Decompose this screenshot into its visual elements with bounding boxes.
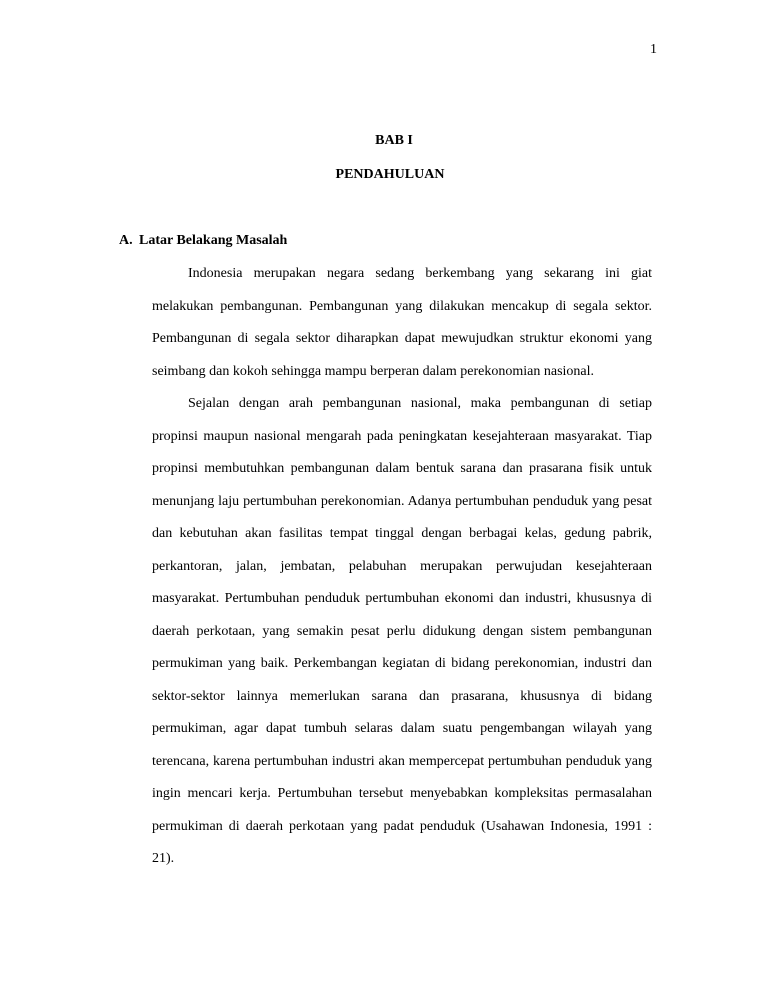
- paragraph: Indonesia merupakan negara sedang berkembang yang sekarang ini giat melakukan pembangunan. Pembangunan yang dilakukan mencakup di segala sektor. Pembangunan di segala sektor diharapkan dapat mewujudkan struktur ekonomi yang seimbang dan kokoh sehingga mampu berperan dalam perekonomian nasional.: [152, 266, 652, 379]
- page-number: 1: [650, 42, 657, 57]
- chapter-title: PENDAHULUAN: [335, 167, 445, 182]
- chapter-number: BAB I: [375, 133, 413, 148]
- section-marker: A.: [119, 233, 133, 248]
- paragraph: Sejalan dengan arah pembangunan nasional, maka pembangunan di setiap propinsi maupun nasional mengarah pada peningkatan kesejahteraan masyarakat. Tiap propinsi membutuhkan pembangunan dalam bentuk sarana dan prasarana fisik untuk menunjang laju pertumbuhan perekonomian. Adanya pertumbuhan penduduk yang pesat dan kebutuhan akan fasilitas tempat tinggal dengan berbagai kelas, gedung pabrik, perkantoran, jalan, jembatan, pelabuhan merupakan perwujudan kesejahteraan masyarakat. Pertumbuhan penduduk pertumbuhan ekonomi dan industri, khususnya di daerah perkotaan, yang semakin pesat perlu didukung dengan sistem pembangunan permukiman yang baik. Perkembangan kegiatan di bidang perekonomian, industri dan sektor-sektor lainnya memerlukan sarana dan prasarana, khususnya di bidang permukiman, agar dapat tumbuh selaras dalam suatu pengembangan wilayah yang terencana, karena pertumbuhan industri akan mempercepat pertumbuhan penduduk yang ingin mencari kerja. Pertumbuhan tersebut menyebabkan kompleksitas permasalahan permukiman di daerah perkotaan yang padat penduduk (Usahawan Indonesia, 1991 : 21).: [152, 396, 652, 866]
- section-title: Latar Belakang Masalah: [139, 233, 288, 248]
- section-heading: [119, 233, 287, 249]
- body-text: [152, 258, 652, 876]
